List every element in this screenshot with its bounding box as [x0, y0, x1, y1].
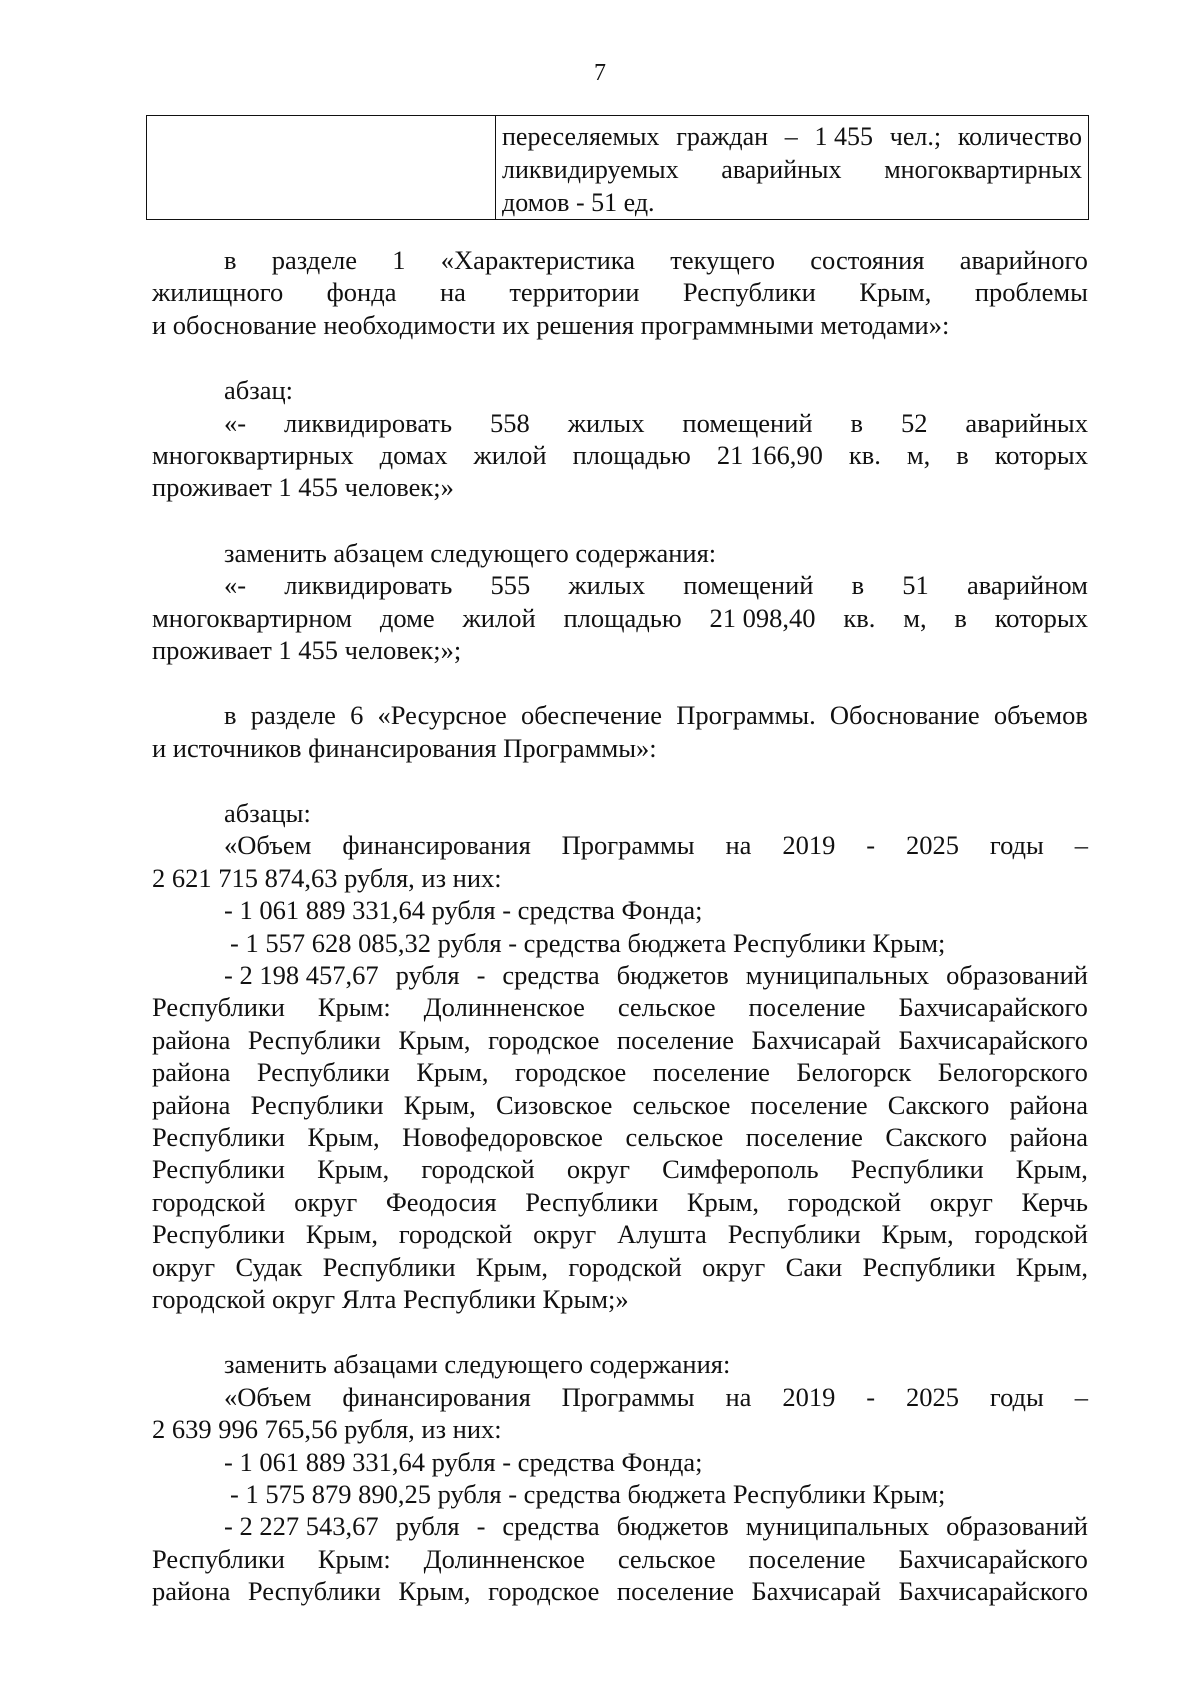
word: сельское — [617, 1543, 716, 1574]
word: 2019 — [782, 1381, 836, 1412]
word: городской — [974, 1219, 1088, 1250]
word: кв. — [843, 602, 876, 633]
text-line — [152, 407, 1088, 439]
word: 2 639 996 765,56 рубля, из них: — [152, 1414, 502, 1445]
paragraph-gap — [152, 1315, 1088, 1348]
page-number: 7 — [594, 60, 606, 86]
word: проблемы — [974, 277, 1088, 308]
paragraph-gap — [152, 504, 1088, 537]
text-line — [152, 309, 1088, 341]
word: Республики — [727, 1219, 861, 1250]
word: городской округ Ялта Республики Крым;» — [152, 1283, 629, 1314]
word: Судак — [235, 1251, 303, 1282]
text-line — [152, 569, 1088, 601]
word: - — [866, 1381, 876, 1412]
word: средства — [502, 960, 600, 991]
word: 2 621 715 874,63 рубля, из них: — [152, 862, 502, 893]
paragraph-gap — [152, 666, 1088, 699]
table-text-line — [502, 120, 1082, 153]
word: Республики — [152, 1121, 285, 1152]
word: «Объем — [224, 830, 312, 861]
text-line — [152, 1543, 1088, 1575]
word: в — [850, 407, 864, 438]
text-line — [152, 927, 1088, 959]
word: Крым, — [416, 1057, 489, 1088]
word: Долинненское — [423, 992, 585, 1023]
word: округ — [152, 1251, 216, 1282]
word: - — [476, 960, 486, 991]
word: Бахчисарайского — [898, 1576, 1088, 1607]
word: поселение — [652, 1057, 770, 1088]
word: жилой — [462, 602, 536, 633]
word: и обоснование необходимости их решения программными методами»: — [152, 309, 950, 340]
word: Республики — [152, 1154, 285, 1185]
word: многоквартирных — [884, 155, 1082, 184]
word: количество — [957, 122, 1082, 151]
word: муниципальных — [745, 1511, 930, 1542]
word: сельское — [625, 1121, 724, 1152]
word: текущего — [670, 245, 776, 275]
word: поселение — [745, 1121, 863, 1152]
word: района — [152, 1576, 231, 1607]
word: 1 — [392, 245, 406, 275]
word: помещений — [683, 570, 814, 601]
text-line — [152, 1056, 1088, 1088]
word: Керчь — [1021, 1186, 1088, 1217]
word: в — [954, 602, 967, 633]
word: Крым, — [317, 1154, 390, 1185]
text-line — [152, 537, 1088, 569]
text-line — [152, 1510, 1088, 1542]
word: в — [224, 700, 237, 731]
text-line — [152, 959, 1088, 991]
word: в — [956, 439, 969, 470]
word: городское — [488, 1024, 600, 1055]
table-cell-text — [496, 116, 1089, 220]
text-line — [152, 1218, 1088, 1250]
word: Симферополь — [662, 1154, 819, 1185]
word: городской — [398, 1219, 513, 1250]
word: «Объем — [224, 1381, 312, 1412]
word: заменить абзацами следующего содержания: — [224, 1349, 731, 1380]
word: ликвидировать — [284, 570, 453, 601]
word: городской — [787, 1186, 902, 1217]
word: Крым, — [305, 1219, 378, 1250]
word: Бахчисарайского — [898, 1024, 1088, 1055]
word: Республики — [247, 1024, 381, 1055]
word: многоквартирном — [152, 602, 353, 633]
word: муниципальных — [745, 960, 930, 991]
text-line — [152, 732, 1088, 764]
word: поселение — [616, 1576, 734, 1607]
word: годы — [989, 830, 1044, 861]
text-line — [152, 634, 1088, 666]
text-line — [152, 471, 1088, 503]
word: жилищного — [152, 277, 284, 308]
word: и источников финансирования Программы»: — [152, 732, 657, 763]
word: - 1 557 628 085,32 рубля - средства бюджета Республики Крым; — [230, 927, 946, 958]
word: округ — [533, 1219, 597, 1250]
word: проживает 1 455 человек;» — [152, 472, 454, 503]
word: - 2 198 457,67 — [224, 960, 379, 991]
word: Программы. — [676, 700, 816, 731]
text-line — [152, 1024, 1088, 1056]
word: территории — [509, 277, 640, 308]
word: на — [439, 277, 466, 308]
word: района — [152, 1089, 231, 1120]
word: «Характеристика — [440, 245, 636, 275]
word: городской — [421, 1154, 535, 1185]
word: на — [725, 1381, 752, 1412]
word: «- — [224, 407, 247, 438]
word: сельское — [617, 992, 716, 1023]
word: городское — [515, 1057, 627, 1088]
word: аварийных — [965, 407, 1088, 438]
word: Обоснование — [829, 700, 980, 731]
word: - 1 061 889 331,64 рубля - средства Фонда; — [224, 895, 703, 926]
word: округ — [929, 1186, 993, 1217]
word: Бахчисарай — [751, 1024, 881, 1055]
text-line — [152, 894, 1088, 926]
word: городской — [152, 1186, 266, 1217]
word: Алушта — [617, 1219, 707, 1250]
text-line — [152, 276, 1088, 308]
word: - 2 227 543,67 — [224, 1511, 379, 1542]
word: финансирования — [342, 830, 531, 861]
word: Крым, — [1015, 1154, 1088, 1185]
table-row — [147, 116, 1089, 220]
word: Крым, — [686, 1186, 759, 1217]
word: аварийных — [721, 155, 842, 184]
word: разделе — [271, 245, 358, 275]
text-line — [152, 699, 1088, 731]
text-line — [152, 1251, 1088, 1283]
word: Крым: — [317, 992, 391, 1023]
word: средства — [502, 1511, 600, 1542]
word: финансирования — [342, 1381, 531, 1412]
word: аварийного — [959, 245, 1088, 275]
document-body — [152, 244, 1088, 1607]
word: площадью — [572, 439, 691, 470]
word: объемов — [993, 700, 1088, 731]
word: 21 098,40 — [709, 602, 816, 633]
text-line — [152, 797, 1088, 829]
word: Программы — [561, 1381, 695, 1412]
text-line — [152, 1348, 1088, 1380]
word: которых — [994, 602, 1088, 633]
word: Долинненское — [423, 1543, 585, 1574]
word: поселение — [748, 992, 866, 1023]
word: - 1 575 879 890,25 рубля - средства бюджета Республики Крым; — [230, 1478, 946, 1509]
text-line — [152, 439, 1088, 471]
word: переселяемых — [502, 122, 660, 151]
word: 2019 — [782, 830, 836, 861]
word: бюджетов — [616, 960, 729, 991]
word: рубля — [395, 1511, 460, 1542]
word: 21 166,90 — [716, 439, 823, 470]
word: 2025 — [905, 830, 959, 861]
word: поселение — [616, 1024, 734, 1055]
word: на — [725, 830, 752, 861]
word: абзацы: — [224, 798, 311, 829]
text-line — [152, 374, 1088, 406]
word: годы — [989, 1381, 1044, 1412]
word: округ — [702, 1251, 766, 1282]
word: разделе — [250, 700, 336, 731]
word: Белогорского — [937, 1057, 1088, 1088]
text-line — [152, 1186, 1088, 1218]
word: чел.; — [889, 122, 942, 151]
word: Крым: — [317, 1543, 391, 1574]
word: поселение — [748, 1543, 866, 1574]
text-line — [152, 1478, 1088, 1510]
word: - — [866, 830, 876, 861]
word: в — [851, 570, 865, 601]
text-line — [152, 1121, 1088, 1153]
paragraph-gap — [152, 764, 1088, 797]
word: образований — [946, 1511, 1088, 1542]
word: образований — [946, 960, 1088, 991]
word: 2025 — [905, 1381, 959, 1412]
word: домов - 51 ед. — [502, 188, 655, 217]
word: района — [152, 1057, 231, 1088]
word: района — [1009, 1089, 1088, 1120]
word: кв. — [848, 439, 881, 470]
word: которых — [994, 439, 1088, 470]
text-line — [152, 1283, 1088, 1315]
word: помещений — [682, 407, 813, 438]
word: доме — [379, 602, 435, 633]
word: городское — [488, 1576, 600, 1607]
text-line — [152, 829, 1088, 861]
word: 558 — [490, 407, 530, 438]
word: городской — [568, 1251, 682, 1282]
paragraph-gap — [152, 341, 1088, 374]
word: округ — [294, 1186, 358, 1217]
word: абзац: — [224, 375, 294, 406]
word: Феодосия — [385, 1186, 497, 1217]
word: в — [224, 245, 237, 275]
word: м, — [903, 602, 927, 633]
word: 52 — [900, 407, 928, 438]
word: многоквартирных — [152, 439, 354, 470]
word: - — [476, 1511, 486, 1542]
word: Новофедоровское — [402, 1121, 603, 1152]
text-line — [152, 1413, 1088, 1445]
continuation-table — [146, 115, 1089, 220]
word: Республики — [862, 1251, 996, 1282]
word: Республики — [525, 1186, 659, 1217]
word: Крым, — [398, 1024, 471, 1055]
word: «Ресурсное — [377, 700, 507, 731]
word: граждан — [676, 122, 769, 151]
word: жилых — [568, 570, 646, 601]
word: площадью — [563, 602, 682, 633]
word: – — [1074, 1381, 1088, 1412]
word: состояния — [810, 245, 925, 275]
word: «- — [224, 570, 247, 601]
word: заменить абзацем следующего содержания: — [224, 537, 717, 568]
text-line — [152, 244, 1088, 276]
word: Республики — [250, 1089, 384, 1120]
text-line — [152, 1575, 1088, 1607]
word: Бахчисарай — [751, 1576, 881, 1607]
word: фонда — [326, 277, 397, 308]
word: домах — [379, 439, 448, 470]
text-line — [152, 602, 1088, 634]
word: 6 — [350, 700, 364, 731]
word: района — [152, 1024, 231, 1055]
word: Крым, — [881, 1219, 954, 1250]
word: Республики — [850, 1154, 984, 1185]
word: района — [1009, 1121, 1088, 1152]
table-cell-empty — [147, 116, 496, 220]
text-line — [152, 1089, 1088, 1121]
word: Республики — [152, 1219, 285, 1250]
word: Крым, — [859, 277, 932, 308]
word: Сизовское — [495, 1089, 613, 1120]
word: - 1 061 889 331,64 рубля - средства Фонда; — [224, 1446, 703, 1477]
word: Саки — [785, 1251, 843, 1282]
text-line — [152, 991, 1088, 1023]
word: Программы — [561, 830, 695, 861]
word: бюджетов — [616, 1511, 729, 1542]
word: Крым, — [398, 1576, 471, 1607]
word: обеспечение — [520, 700, 663, 731]
word: Республики — [247, 1576, 381, 1607]
table-text-line — [502, 153, 1082, 186]
word: Бахчисарайского — [898, 992, 1088, 1023]
text-line — [152, 862, 1088, 894]
text-line — [152, 1446, 1088, 1478]
word: Крым, — [403, 1089, 476, 1120]
word: Сакского — [887, 1089, 990, 1120]
text-line — [152, 1381, 1088, 1413]
word: 51 — [902, 570, 929, 601]
word: ликвидируемых — [502, 155, 679, 184]
word: Республики — [256, 1057, 390, 1088]
word: – — [1074, 830, 1088, 861]
word: рубля — [395, 960, 460, 991]
word: поселение — [750, 1089, 868, 1120]
word: ликвидировать — [284, 407, 453, 438]
word: – — [784, 122, 798, 151]
word: Республики — [322, 1251, 456, 1282]
word: жилой — [473, 439, 547, 470]
word: Крым, — [475, 1251, 549, 1282]
table-text-line — [502, 186, 1082, 219]
word: Крым, — [307, 1121, 380, 1152]
word: Бахчисарайского — [898, 1543, 1088, 1574]
word: м, — [906, 439, 931, 470]
word: Республики — [682, 277, 816, 308]
word: Белогорск — [796, 1057, 912, 1088]
word: сельское — [632, 1089, 731, 1120]
word: округ — [566, 1154, 631, 1185]
word: аварийном — [966, 570, 1088, 601]
word: проживает 1 455 человек;»; — [152, 634, 462, 665]
word: 1 455 — [814, 122, 874, 151]
word: Сакского — [885, 1121, 988, 1152]
word: Республики — [152, 992, 285, 1023]
word: жилых — [567, 407, 645, 438]
word: Крым, — [1015, 1251, 1088, 1282]
word: Республики — [152, 1543, 285, 1574]
word: 555 — [490, 570, 531, 601]
text-line — [152, 1153, 1088, 1185]
